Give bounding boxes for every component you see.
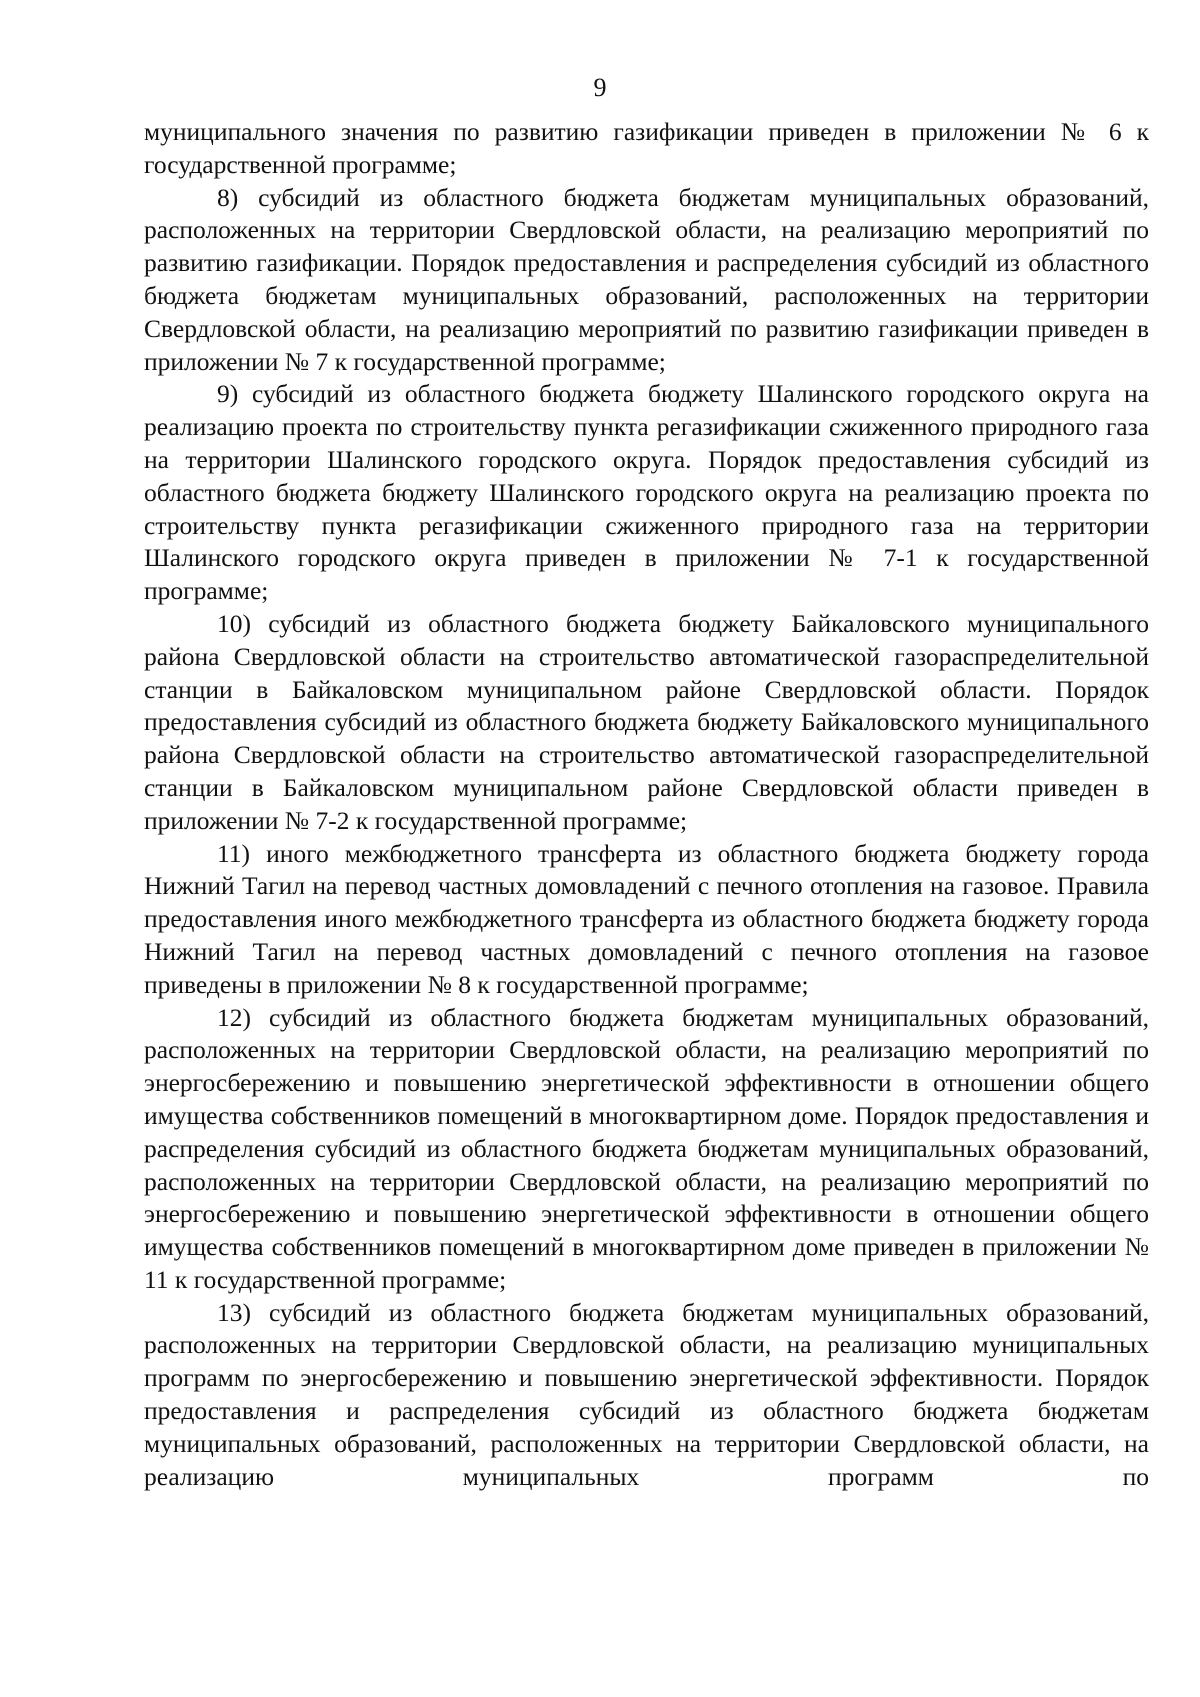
document-body <box>144 116 1149 1493</box>
paragraph-item-12: 12) субсидий из областного бюджета бюджетам муниципальных образований, расположенных на территории Свердловской области, на реализацию мероприятий по энергосбережению и повышению энергетической эффективности в отношении общего имущества собственников помещений в многоквартирном доме. Порядок предоставления и распределения субсидий из областного бюджета бюджетам муниципальных образований, расположенных на территории Свердловской области, на реализацию мероприятий по энергосбережению и повышению энергетической эффективности в отношении общего имущества собственников помещений в многоквартирном доме приведен в приложении № 11 к государственной программе; <box>144 1002 1149 1294</box>
page-number: 9 <box>593 73 607 102</box>
paragraph-item-9: 9) субсидий из областного бюджета бюджету Шалинского городского округа на реализацию проекта по строительству пункта регазификации сжиженного природного газа на территории Шалинского городского округа. Порядок предоставления субсидий из областного бюджета бюджету Шалинского городского округа на реализацию проекта по строительству пункта регазификации сжиженного природного газа на территории Шалинского городского округа приведен в приложении № 7-1 к государственной программе; <box>144 379 1149 606</box>
paragraph-item-11: 11) иного межбюджетного трансферта из областного бюджета бюджету города Нижний Тагил на перевод частных домовладений с печного отопления на газовое. Правила предоставления иного межбюджетного трансферта из областного бюджета бюджету города Нижний Тагил на перевод частных домовладений с печного отопления на газовое приведены в приложении № 8 к государственной программе; <box>144 838 1149 999</box>
paragraph-item-13: 13) субсидий из областного бюджета бюджетам муниципальных образований, расположенных на территории Свердловской области, на реализацию муниципальных программ по энергосбережению и повышению энергетической эффективности. Порядок предоставления и распределения субсидий из областного бюджета бюджетам муниципальных образований, расположенных на территории Свердловской области, на реализацию муниципальных программ по <box>144 1297 1149 1491</box>
paragraph-item-10: 10) субсидий из областного бюджета бюджету Байкаловского муниципального района Свердловской области на строительство автоматической газораспределительной станции в Байкаловском муниципальном районе Свердловской области. Порядок предоставления субсидий из областного бюджета бюджету Байкаловского муниципального района Свердловской области на строительство автоматической газораспределительной станции в Байкаловском муниципальном районе Свердловской области приведен в приложении № 7-2 к государственной программе; <box>144 608 1149 835</box>
paragraph-continued: муниципального значения по развитию газификации приведен в приложении № 6 к государственной программе; <box>144 117 1149 179</box>
paragraph-item-8: 8) субсидий из областного бюджета бюджетам муниципальных образований, расположенных на территории Свердловской области, на реализацию мероприятий по развитию газификации. Порядок предоставления и распределения субсидий из областного бюджета бюджетам муниципальных образований, расположенных на территории Свердловской области, на реализацию мероприятий по развитию газификации приведен в приложении № 7 к государственной программе; <box>144 182 1149 376</box>
